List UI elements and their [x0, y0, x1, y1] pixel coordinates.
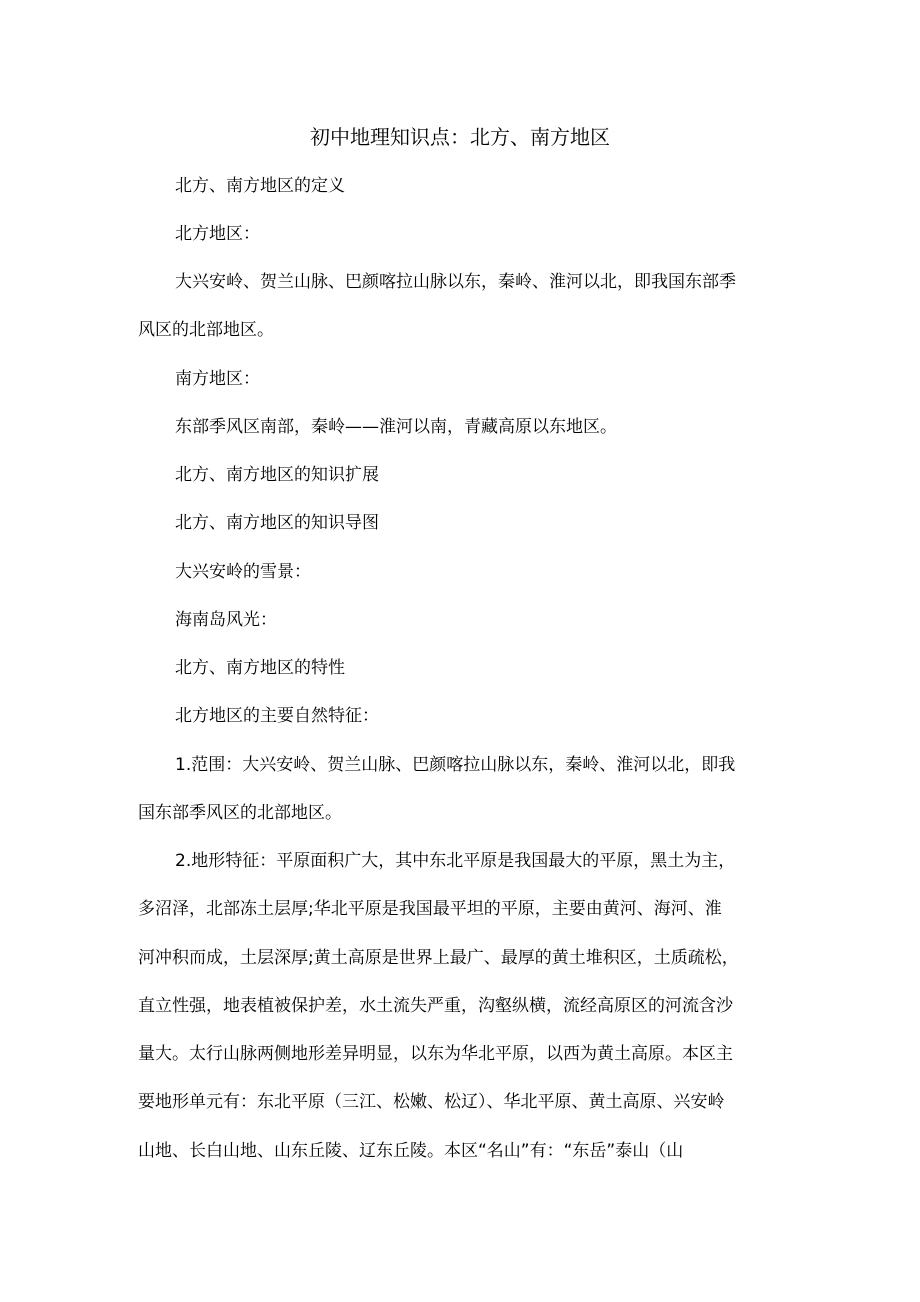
- label-snow-scene: 大兴安岭的雪景：: [175, 562, 311, 582]
- paragraph-line: 河冲积而成，土层深厚;黄土高原是世界上最广、最厚的黄土堆积区，土质疏松，: [138, 948, 739, 968]
- label-north-features: 北方地区的主要自然特征：: [175, 706, 379, 726]
- label-north-region: 北方地区：: [175, 224, 260, 244]
- paragraph-line: 东部季风区南部，秦岭——淮河以南，青藏高原以东地区。: [175, 417, 617, 437]
- section-heading-extension: 北方、南方地区的知识扩展: [175, 465, 379, 485]
- paragraph-line: 山地、长白山地、山东丘陵、辽东丘陵。本区“名山”有：“东岳”泰山（山: [138, 1141, 684, 1161]
- document-title: 初中地理知识点：北方、南方地区: [310, 125, 610, 149]
- section-heading-definition: 北方、南方地区的定义: [175, 176, 345, 196]
- label-south-region: 南方地区：: [175, 369, 260, 389]
- paragraph-line: 国东部季风区的北部地区。: [138, 803, 342, 823]
- paragraph-line: 风区的北部地区。: [138, 320, 274, 340]
- paragraph-line: 2.地形特征：平原面积广大，其中东北平原是我国最大的平原，黑土为主，: [175, 851, 736, 871]
- paragraph-line: 要地形单元有：东北平原（三江、松嫩、松辽）、华北平原、黄土高原、兴安岭: [138, 1092, 725, 1112]
- label-hainan-scenery: 海南岛风光：: [175, 610, 277, 630]
- paragraph-line: 多沼泽，北部冻土层厚;华北平原是我国最平坦的平原，主要由黄河、海河、淮: [138, 899, 722, 919]
- paragraph-line: 直立性强，地表植被保护差，水土流失严重，沟壑纵横，流经高原区的河流含沙: [138, 996, 733, 1016]
- paragraph-line: 量大。太行山脉两侧地形差异明显，以东为华北平原，以西为黄土高原。本区主: [138, 1044, 733, 1064]
- paragraph-line: 大兴安岭、贺兰山脉、巴颜喀拉山脉以东，秦岭、淮河以北，即我国东部季: [175, 272, 736, 292]
- section-heading-characteristics: 北方、南方地区的特性: [175, 658, 345, 678]
- section-heading-mindmap: 北方、南方地区的知识导图: [175, 513, 379, 533]
- paragraph-line: 1.范围：大兴安岭、贺兰山脉、巴颜喀拉山脉以东，秦岭、淮河以北，即我: [175, 755, 736, 775]
